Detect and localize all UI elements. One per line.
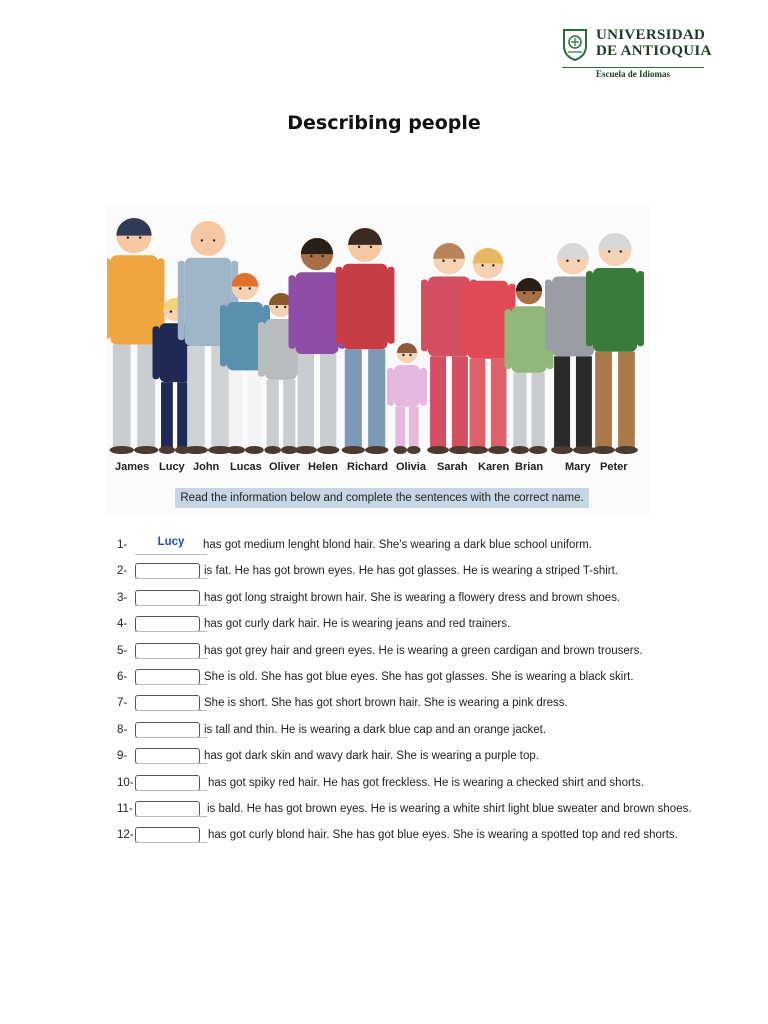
figure-eye — [608, 250, 610, 252]
sentence: has got curly blond hair. She has got blue eyes. She is wearing a spotted top and red shorts. — [208, 829, 678, 841]
answer-field-5[interactable] — [135, 643, 200, 659]
exercise-row — [107, 745, 659, 771]
person-label-mary: Mary — [565, 461, 591, 473]
answer-underline — [135, 710, 207, 711]
figure-hair — [301, 238, 333, 254]
figure-eye — [442, 260, 444, 262]
question-number: 1- — [117, 539, 128, 551]
people-lineup-image — [107, 205, 651, 460]
question-number: 4- — [117, 618, 128, 630]
figure-eye — [276, 306, 278, 308]
figure-eye — [532, 292, 534, 294]
figure-shoe — [317, 446, 339, 454]
figure-leg — [618, 352, 635, 447]
answer-field-7[interactable] — [135, 695, 200, 711]
figure-arm — [336, 267, 343, 344]
figure-arm — [421, 280, 428, 352]
figure-arm — [387, 368, 394, 406]
figure-leg — [395, 407, 405, 447]
answer-underline — [135, 816, 207, 817]
answer-field-9[interactable] — [135, 748, 200, 764]
figure-hair — [599, 233, 632, 250]
figure-leg — [430, 356, 446, 447]
university-logo — [558, 24, 712, 84]
figure-leg — [229, 370, 243, 447]
figure-shoe — [467, 446, 488, 454]
figure-shoe — [551, 446, 573, 454]
answer-underline — [135, 763, 207, 764]
figure-arm — [107, 258, 111, 338]
figure-leg — [513, 373, 526, 447]
figure-shoe — [592, 446, 615, 454]
sentence: has got curly dark hair. He is wearing jeans and red trainers. — [204, 618, 511, 630]
figure-arm — [637, 271, 644, 346]
person-label-karen: Karen — [478, 461, 510, 473]
figure-torso — [343, 264, 388, 350]
answer-field-8[interactable] — [135, 722, 200, 738]
answer-underline — [135, 578, 207, 579]
figure-leg — [345, 349, 362, 447]
question-number: 2- — [117, 565, 128, 577]
figure-arm — [420, 368, 427, 406]
figure-shoe — [365, 446, 388, 454]
sentence: has got spiky red hair. He has got freckless. He is wearing a checked shirt and shorts. — [208, 777, 644, 789]
exercise-row — [107, 692, 659, 718]
figure-shoe — [134, 446, 158, 454]
exercise-row — [107, 560, 659, 586]
figure-leg — [320, 354, 336, 447]
figure-eye — [170, 310, 172, 312]
sentence: has got medium lenght blond hair. She's wearing a dark blue school uniform. — [203, 539, 592, 551]
figure-eye — [201, 239, 203, 241]
figure-hair — [348, 228, 382, 245]
answer-underline — [135, 605, 207, 606]
figure-torso — [593, 268, 637, 352]
figure-eye — [566, 260, 568, 262]
person-label-olivia: Olivia — [396, 461, 426, 473]
answer-underline — [135, 790, 207, 791]
question-number: 5- — [117, 645, 128, 657]
figure-arm — [388, 267, 395, 344]
figure-leg — [283, 380, 295, 447]
figure-eye — [239, 287, 241, 289]
figure-leg — [187, 346, 205, 447]
figure-eye — [409, 354, 411, 356]
figure-arm — [220, 305, 227, 367]
figure-shoe — [529, 446, 547, 454]
figure-eye — [284, 306, 286, 308]
question-number: 9- — [117, 750, 128, 762]
exercise-row — [107, 587, 659, 613]
person-label-peter: Peter — [600, 461, 628, 473]
answer-field-12[interactable] — [135, 827, 200, 843]
figure-eye — [481, 264, 483, 266]
sentence: She is short. She has got short brown hair. She is wearing a pink dress. — [204, 697, 568, 709]
figure-leg — [161, 382, 173, 447]
question-number: 8- — [117, 724, 128, 736]
exercise-row — [107, 534, 659, 560]
answer-field-6[interactable] — [135, 669, 200, 685]
person-label-james: James — [115, 461, 150, 473]
figure-arm — [505, 309, 512, 369]
answer-underline — [135, 684, 207, 685]
figure-leg — [452, 356, 468, 447]
logo-divider — [562, 67, 704, 68]
sentence: has got long straight brown hair. She is wearing a flowery dress and brown shoes. — [204, 592, 621, 604]
exercise-row — [107, 798, 692, 824]
figure-shoe — [615, 446, 638, 454]
figure-hair — [397, 343, 417, 353]
person-label-lucas: Lucas — [230, 461, 262, 473]
university-name-line2: DE ANTIOQUIA — [596, 43, 712, 59]
figure-shoe — [264, 446, 281, 454]
sentence: has got grey hair and green eyes. He is wearing a green cardigan and brown trousers. — [204, 645, 643, 657]
figure-arm — [153, 326, 160, 379]
university-name-line1: UNIVERSIDAD — [596, 27, 706, 43]
answer-underline — [135, 842, 207, 843]
exercise-row — [107, 613, 659, 639]
figure-torso — [512, 306, 547, 373]
people-name-labels — [107, 461, 651, 479]
sentence: She is old. She has got blue eyes. She has got glasses. She is wearing a black skirt. — [204, 671, 634, 683]
school-name: Escuela de Idiomas — [596, 69, 671, 79]
figure-leg — [137, 345, 155, 447]
answer-underline — [135, 631, 207, 632]
people-illustration — [107, 205, 651, 515]
figure-shoe — [245, 446, 264, 454]
figure-torso — [296, 272, 339, 354]
answer-underline — [135, 737, 207, 738]
answer-field-10[interactable] — [135, 775, 200, 791]
figure-shoe — [226, 446, 245, 454]
person-label-helen: Helen — [308, 461, 338, 473]
figure-leg — [368, 349, 385, 447]
figure-arm — [545, 280, 552, 352]
figure-eye — [358, 246, 360, 248]
sentence: has got dark skin and wavy dark hair. She is wearing a purple top. — [204, 750, 539, 762]
question-number: 3- — [117, 592, 128, 604]
figure-shoe — [159, 446, 175, 454]
figure-leg — [531, 373, 544, 447]
figure-shoe — [511, 446, 529, 454]
figure-shoe — [488, 446, 509, 454]
figure-hair — [433, 243, 465, 259]
answer-underline — [135, 658, 207, 659]
person-label-brian: Brian — [515, 461, 544, 473]
answer-field-2[interactable] — [135, 563, 200, 579]
figure-eye — [523, 292, 525, 294]
sentence: is bald. He has got brown eyes. He is wearing a white shirt light blue sweater and brown shoes. — [207, 803, 692, 815]
instruction-banner: Read the information below and complete the sentences with the correct name. — [175, 488, 589, 508]
person-label-oliver: Oliver — [269, 461, 301, 473]
question-number: 12- — [117, 829, 134, 841]
question-number: 6- — [117, 671, 128, 683]
figure-hair — [473, 248, 504, 263]
figure-leg — [113, 345, 131, 447]
sentence: is tall and thin. He is wearing a dark blue cap and an orange jacket. — [204, 724, 547, 736]
answer-field-1[interactable]: Lucy — [135, 536, 207, 555]
figure-shoe — [573, 446, 595, 454]
figure-leg — [554, 356, 570, 447]
figure-shoe — [407, 446, 421, 454]
question-number: 11- — [117, 803, 133, 815]
figure-eye — [213, 239, 215, 241]
figure-eye — [249, 287, 251, 289]
figure-eye — [577, 260, 579, 262]
figure-hair — [516, 278, 542, 291]
figure-eye — [127, 236, 129, 238]
figure-leg — [491, 359, 507, 447]
exercise-row — [107, 666, 659, 692]
figure-shoe — [110, 446, 134, 454]
figure-hair — [116, 218, 151, 236]
person-label-lucy: Lucy — [159, 461, 185, 473]
exercise-row — [107, 772, 659, 798]
figure-eye — [310, 255, 312, 257]
figure-torso — [394, 365, 420, 407]
figure-eye — [453, 260, 455, 262]
answer-field-4[interactable] — [135, 616, 200, 632]
figure-eye — [492, 264, 494, 266]
figure-torso — [468, 281, 509, 359]
person-label-richard: Richard — [347, 461, 388, 473]
person-label-john: John — [193, 461, 220, 473]
figure-leg — [409, 407, 419, 447]
answer-field-3[interactable] — [135, 590, 200, 606]
figure-eye — [620, 250, 622, 252]
figure-arm — [258, 322, 265, 377]
figure-shoe — [295, 446, 317, 454]
figure-eye — [321, 255, 323, 257]
exercise-row — [107, 640, 659, 666]
person-label-sarah: Sarah — [437, 461, 468, 473]
figure-arm — [178, 261, 185, 340]
figure-leg — [267, 380, 279, 447]
figure-eye — [370, 246, 372, 248]
exercise-row — [107, 824, 678, 850]
figure-shoe — [393, 446, 407, 454]
answer-field-11[interactable] — [135, 801, 200, 817]
figure-eye — [402, 354, 404, 356]
figure-hair — [557, 243, 589, 259]
exercise-row — [107, 719, 659, 745]
figure-shoe — [184, 446, 208, 454]
figure-torso — [227, 302, 263, 370]
figure-eye — [139, 236, 141, 238]
university-seal-icon — [560, 26, 590, 62]
figure-leg — [248, 370, 262, 447]
figure-leg — [298, 354, 314, 447]
figure-arm — [461, 284, 468, 354]
figure-hair — [191, 221, 226, 238]
figure-leg — [595, 352, 612, 447]
figure-arm — [289, 275, 296, 349]
page-title: Describing people — [287, 112, 481, 134]
figure-shoe — [427, 446, 449, 454]
sentence: is fat. He has got brown eyes. He has got glasses. He is wearing a striped T-shirt. — [204, 565, 618, 577]
figure-torso — [111, 255, 158, 344]
question-number: 7- — [117, 697, 128, 709]
exercise-list — [107, 522, 692, 854]
figure-leg — [470, 359, 486, 447]
figure-shoe — [342, 446, 365, 454]
question-number: 10- — [117, 777, 134, 789]
figure-leg — [576, 356, 592, 447]
figure-arm — [586, 271, 593, 346]
